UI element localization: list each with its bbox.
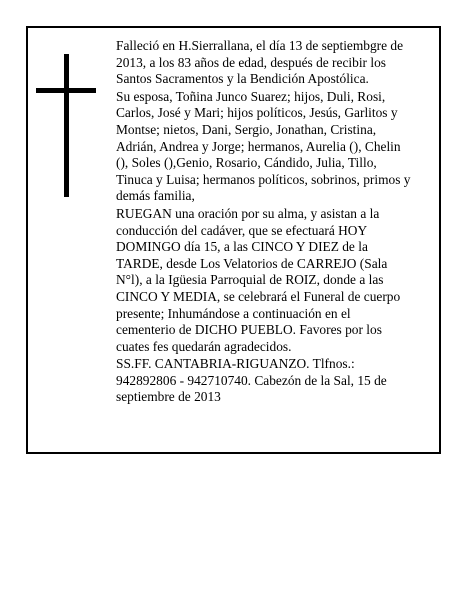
cross-horizontal-bar [36, 88, 96, 93]
funeral-home-contact-paragraph: SS.FF. CANTABRIA-RIGUANZO. Tlfnos.: 942892806 - 942710740. Cabezón de la Sal, 15 de septiembre de 2013 [116, 356, 387, 405]
cross-vertical-bar [64, 54, 69, 197]
family-paragraph: Su esposa, Toñina Junco Suarez; hijos, Duli, Rosi, Carlos, José y Mari; hijos políticos, Jesús, Garlitos y Montse; nietos, Dani, Sergio, Jonathan, Cristina, Adrián, Andrea y Jorge; hermanos, Aurelia (), Chelin (), Soles (),Genio, Rosario, Cándido, Julia, Tillo, Tinuca y Luisa; hermanos políticos, sobrinos, primos y demás familia, [116, 88, 411, 204]
death-announcement-paragraph: Falleció en H.Sierrallana, el día 13 de septiembgre de 2013, a los 83 años de edad, después de recibir los Santos Sacramentos y la Bendición Apostólica. [116, 38, 404, 87]
obituary-text [116, 38, 412, 406]
funeral-details-paragraph: RUEGAN una oración por su alma, y asistan a la conducción del cadáver, que se efectuará HOY DOMINGO día 15, a las CINCO Y DIEZ de la TARDE, desde Los Velatorios de CARREJO (Sala N°l), a la Igüesia Parroquial de ROIZ, donde a las CINCO Y MEDIA, se celebrará el Funeral de cuerpo presente; Inhumándose a continuación en el cementerio de DICHO PUEBLO. Favores por los cuates fes quedarán agradecidos. [116, 205, 401, 354]
cross-icon [36, 54, 96, 197]
